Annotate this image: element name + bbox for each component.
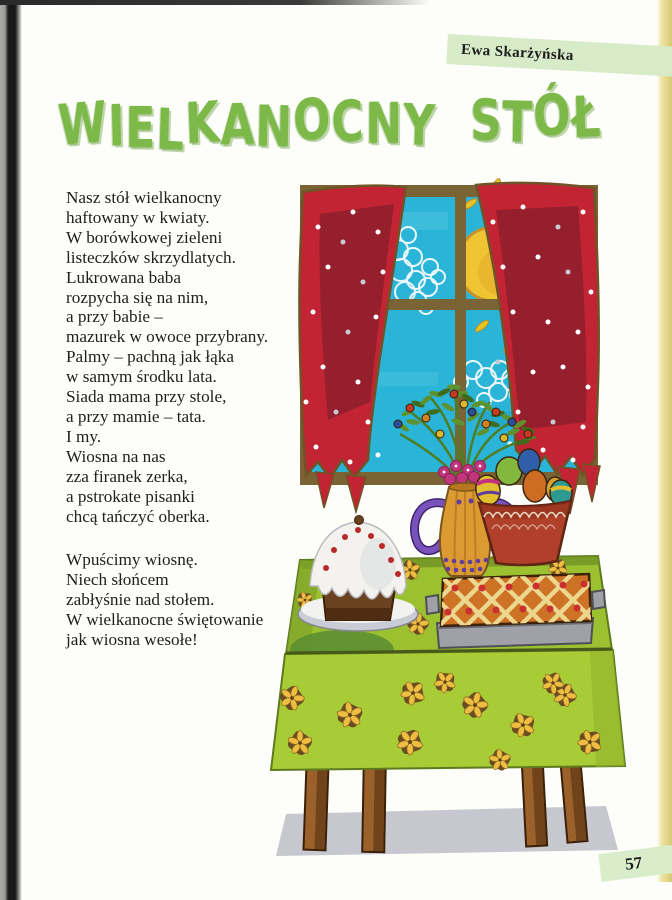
poem-line: Nasz stół wielkanocny: [66, 188, 222, 207]
poem-line: haftowany w kwiaty.: [66, 207, 210, 227]
poem-line: Lukrowana baba: [66, 267, 182, 287]
poem-line: a przy mamie – tata.: [66, 406, 206, 426]
easter-table-illustration: [258, 172, 654, 868]
poem-line: w samym środku lata.: [66, 367, 217, 387]
poem-line: Siada mama przy stole,: [66, 387, 227, 407]
poem-title: WIELKANOCNY STÓŁ: [56, 81, 603, 164]
scan-shadow-left: [0, 0, 22, 900]
poem-line: listeczków skrzydlatych.: [66, 247, 236, 267]
poem-line: Palmy – pachną jak łąka: [66, 347, 234, 367]
poem-line: Wiosna na nas: [66, 446, 166, 466]
author-name: Ewa Skarżyńska: [460, 41, 575, 64]
poem-line: Niech słońcem: [66, 570, 169, 590]
book-page-edges: [657, 0, 672, 882]
poem-line: rozpycha się na nim,: [66, 287, 209, 307]
poem-line: Wpuścimy wiosnę.: [66, 550, 198, 570]
baba-cake-plate: [298, 516, 418, 632]
poem-line: I my.: [66, 426, 102, 446]
poem-line: a pstrokate pisanki: [66, 486, 195, 506]
poem-line: W wielkanocne świętowanie: [66, 610, 264, 630]
tablecloth-front: [271, 650, 625, 770]
poem-line: chcą tańczyć oberka.: [66, 506, 210, 526]
poem-line: mazurek w owoce przybrany.: [66, 327, 269, 347]
poem-line: W borówkowej zieleni: [66, 227, 223, 247]
author-band: [446, 34, 672, 77]
poem-line: zabłyśnie nad stołem.: [66, 590, 215, 610]
page-number: 57: [624, 852, 644, 874]
scan-shadow-top: [0, 0, 430, 5]
poem-line: zza firanek zerka,: [66, 466, 188, 486]
poem-line: a przy babie –: [66, 307, 163, 327]
poem-line: jak wiosna wesołe!: [66, 630, 198, 650]
